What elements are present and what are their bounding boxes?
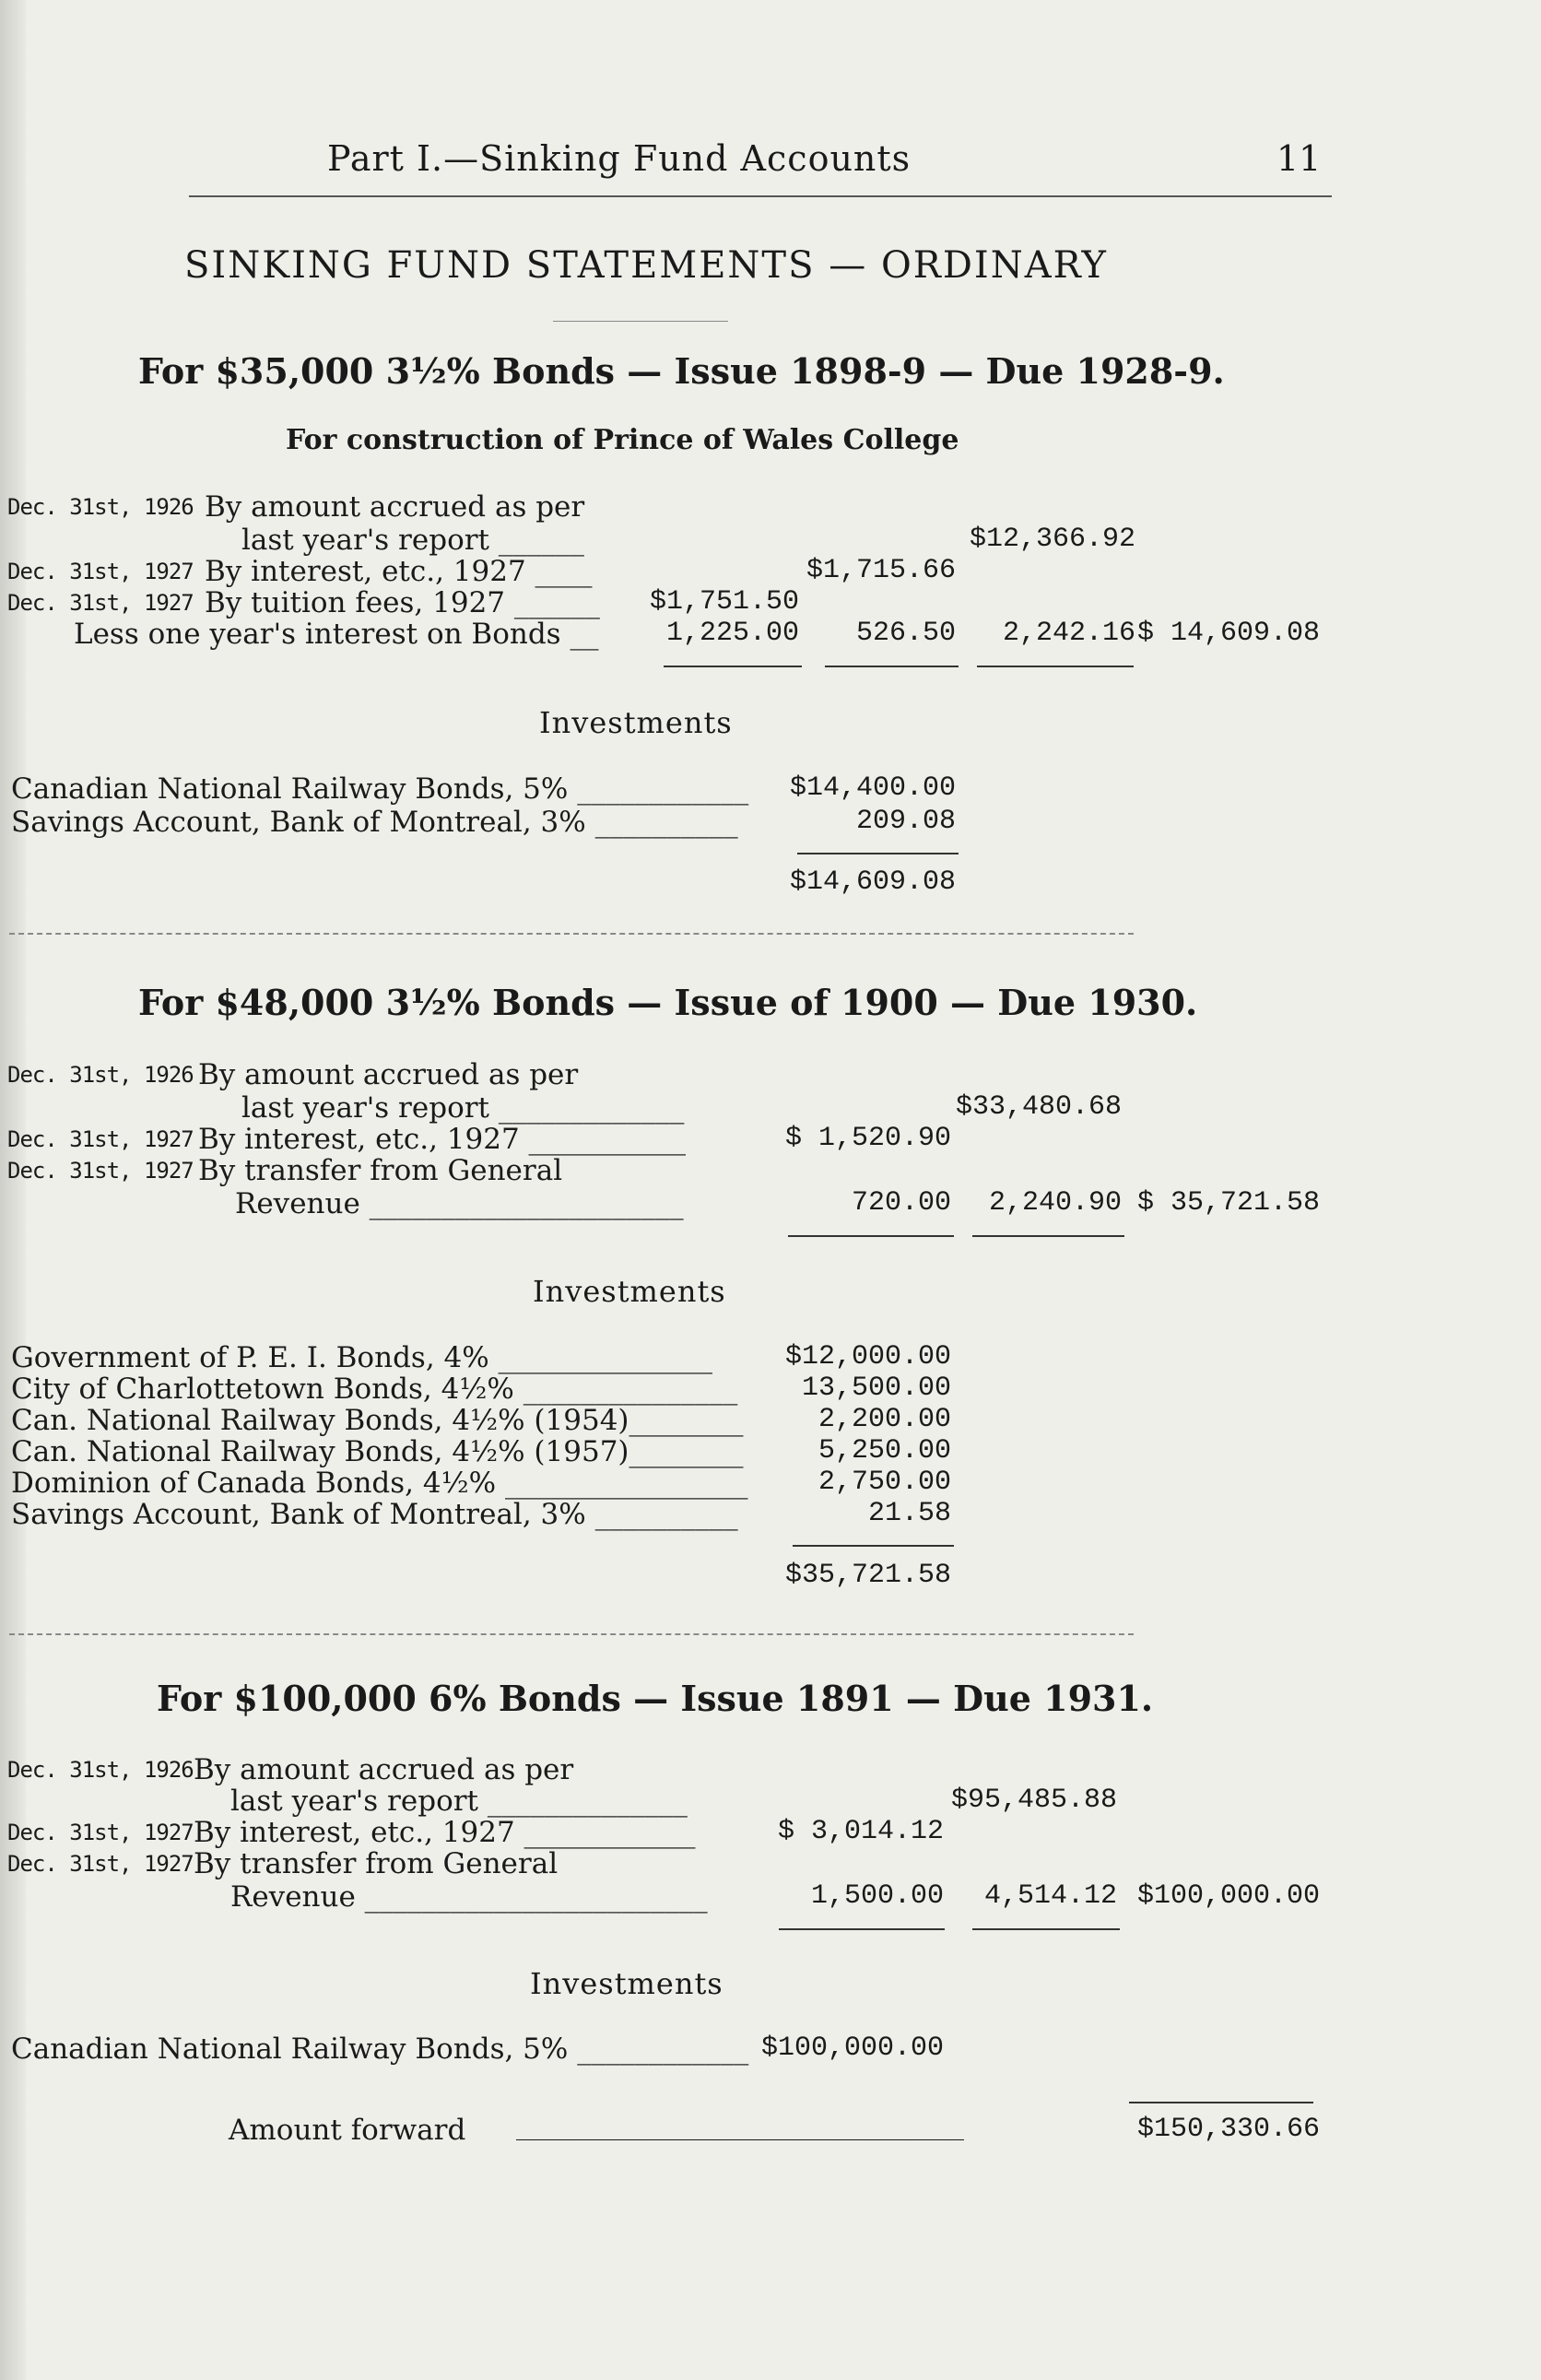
page-title: SINKING FUND STATEMENTS — ORDINARY — [184, 244, 1108, 287]
entry-amount: $33,480.68 — [955, 1091, 1122, 1123]
entry-desc: Revenue ______________________ — [235, 1187, 684, 1220]
entry-amount: $12,366.92 — [969, 524, 1135, 555]
amount-forward-leader: ____________________________________________ — [516, 2114, 962, 2141]
investment-desc: Canadian National Railway Bonds, 5% ____________ — [11, 772, 749, 806]
underline — [664, 666, 802, 667]
amount-forward-row — [0, 2114, 1541, 2149]
investment-row — [0, 1467, 1541, 1502]
entry-amount: 1,225.00 — [665, 618, 799, 649]
entry-desc: last year's report _____________ — [241, 1091, 685, 1125]
section-1-heading: For $35,000 3½% Bonds — Issue 1898-9 — Due 1928-9. — [138, 350, 1225, 392]
investment-row — [0, 806, 1541, 841]
investment-row — [0, 1435, 1541, 1470]
amount-forward-value: $150,330.66 — [1136, 2114, 1320, 2145]
page-number: 11 — [1276, 138, 1322, 179]
investment-amount: 2,750.00 — [818, 1467, 951, 1498]
investment-row — [0, 2032, 1541, 2068]
entry-desc: By amount accrued as per — [198, 1058, 579, 1091]
entry-date: Dec. 31st, 1927 — [7, 1158, 194, 1184]
underline — [972, 1928, 1120, 1930]
investment-amount: 13,500.00 — [801, 1373, 951, 1404]
underline — [825, 666, 959, 667]
entry-date: Dec. 31st, 1926 — [7, 1062, 194, 1088]
entry-date: Dec. 31st, 1927 — [7, 559, 194, 584]
entry-total: $ 35,721.58 — [1136, 1187, 1320, 1219]
entry-desc: By interest, etc., 1927 ____________ — [194, 1816, 696, 1849]
title-rule — [553, 321, 728, 322]
entry-desc: By transfer from General — [198, 1154, 563, 1187]
ledger-row — [0, 1880, 1541, 1917]
ledger-row — [0, 1187, 1541, 1224]
entry-amount: $1,715.66 — [806, 555, 956, 586]
entry-amount: $95,485.88 — [950, 1785, 1117, 1816]
investment-amount: 209.08 — [855, 806, 956, 837]
investment-row — [0, 1498, 1541, 1533]
investment-total: $35,721.58 — [784, 1560, 951, 1591]
ledger-row — [0, 1154, 1541, 1191]
ledger-row — [0, 1058, 1541, 1095]
underline — [977, 666, 1134, 667]
section-2-investments-label: Investments — [533, 1274, 726, 1309]
entry-desc: last year's report ______________ — [230, 1785, 688, 1818]
investment-row — [0, 772, 1541, 807]
entry-desc: By tuition fees, 1927 ______ — [205, 586, 600, 619]
investment-amount: 5,250.00 — [818, 1435, 951, 1467]
investment-desc: Can. National Railway Bonds, 4½% (1957)________ — [11, 1435, 744, 1468]
entry-date: Dec. 31st, 1927 — [7, 590, 194, 616]
underline — [793, 1545, 954, 1547]
investment-amount: $14,400.00 — [789, 772, 956, 804]
amount-forward-label: Amount forward — [229, 2114, 466, 2147]
entry-amount: $1,751.50 — [649, 586, 799, 618]
entry-date: Dec. 31st, 1926 — [7, 494, 194, 520]
investment-desc: City of Charlottetown Bonds, 4½% _______________ — [11, 1373, 738, 1406]
investment-total-row — [0, 866, 1541, 901]
entry-desc: By interest, etc., 1927 ____ — [205, 555, 593, 588]
entry-desc: By amount accrued as per — [205, 490, 585, 524]
investment-desc: Can. National Railway Bonds, 4½% (1954)________ — [11, 1404, 744, 1437]
investment-total: $14,609.08 — [789, 866, 956, 898]
header-rule — [189, 195, 1332, 197]
section-divider — [9, 1633, 1134, 1635]
entry-amount: 2,240.90 — [988, 1187, 1122, 1219]
entry-total: $ 14,609.08 — [1136, 618, 1320, 649]
entry-desc: By interest, etc., 1927 ___________ — [198, 1123, 687, 1156]
entry-amount: 2,242.16 — [1002, 618, 1135, 649]
section-3-investments-label: Investments — [530, 1966, 723, 2001]
underline — [779, 1928, 945, 1930]
entry-date: Dec. 31st, 1926 — [7, 1757, 194, 1783]
investment-desc: Savings Account, Bank of Montreal, 3% __________ — [11, 806, 738, 839]
entry-amount: 4,514.12 — [983, 1880, 1117, 1912]
entry-desc: By amount accrued as per — [194, 1753, 574, 1786]
entry-desc: last year's report ______ — [241, 524, 584, 557]
underline — [788, 1235, 954, 1237]
entry-amount: 1,500.00 — [810, 1880, 944, 1912]
investment-desc: Savings Account, Bank of Montreal, 3% __________ — [11, 1498, 738, 1531]
investment-row — [0, 1373, 1541, 1408]
investment-desc: Canadian National Railway Bonds, 5% ____________ — [11, 2032, 749, 2066]
underline — [1129, 2102, 1313, 2103]
investment-amount: $12,000.00 — [784, 1341, 951, 1373]
entry-date: Dec. 31st, 1927 — [7, 1126, 194, 1152]
investment-amount: 21.58 — [867, 1498, 951, 1529]
section-1-investments-label: Investments — [539, 705, 733, 740]
entry-amount: 720.00 — [851, 1187, 951, 1219]
ledger-row — [0, 618, 1541, 654]
underline — [797, 853, 959, 854]
investment-row — [0, 1341, 1541, 1376]
section-1-subheading: For construction of Prince of Wales College — [286, 424, 959, 456]
ledger-row — [0, 490, 1541, 527]
investment-amount: 2,200.00 — [818, 1404, 951, 1435]
section-3-heading: For $100,000 6% Bonds — Issue 1891 — Due 1931. — [157, 1678, 1154, 1719]
investment-desc: Government of P. E. I. Bonds, 4% _______________ — [11, 1341, 713, 1374]
entry-total: $100,000.00 — [1136, 1880, 1320, 1912]
entry-amount: $ 3,014.12 — [777, 1816, 944, 1847]
investment-row — [0, 1404, 1541, 1439]
underline — [972, 1235, 1124, 1237]
investment-total-row — [0, 1560, 1541, 1595]
section-divider — [9, 933, 1134, 935]
investment-desc: Dominion of Canada Bonds, 4½% _________________ — [11, 1467, 748, 1500]
entry-desc: Revenue ________________________ — [230, 1880, 708, 1914]
entry-amount: 526.50 — [855, 618, 956, 649]
investment-amount: $100,000.00 — [760, 2032, 944, 2064]
section-2-heading: For $48,000 3½% Bonds — Issue of 1900 — Due 1930. — [138, 982, 1198, 1023]
entry-date: Dec. 31st, 1927 — [7, 1820, 194, 1845]
running-header: Part I.—Sinking Fund Accounts — [327, 138, 912, 179]
ledger-row — [0, 1847, 1541, 1884]
entry-desc: Less one year's interest on Bonds __ — [74, 618, 599, 651]
entry-amount: $ 1,520.90 — [784, 1123, 951, 1154]
entry-date: Dec. 31st, 1927 — [7, 1851, 194, 1877]
entry-desc: By transfer from General — [194, 1847, 559, 1880]
